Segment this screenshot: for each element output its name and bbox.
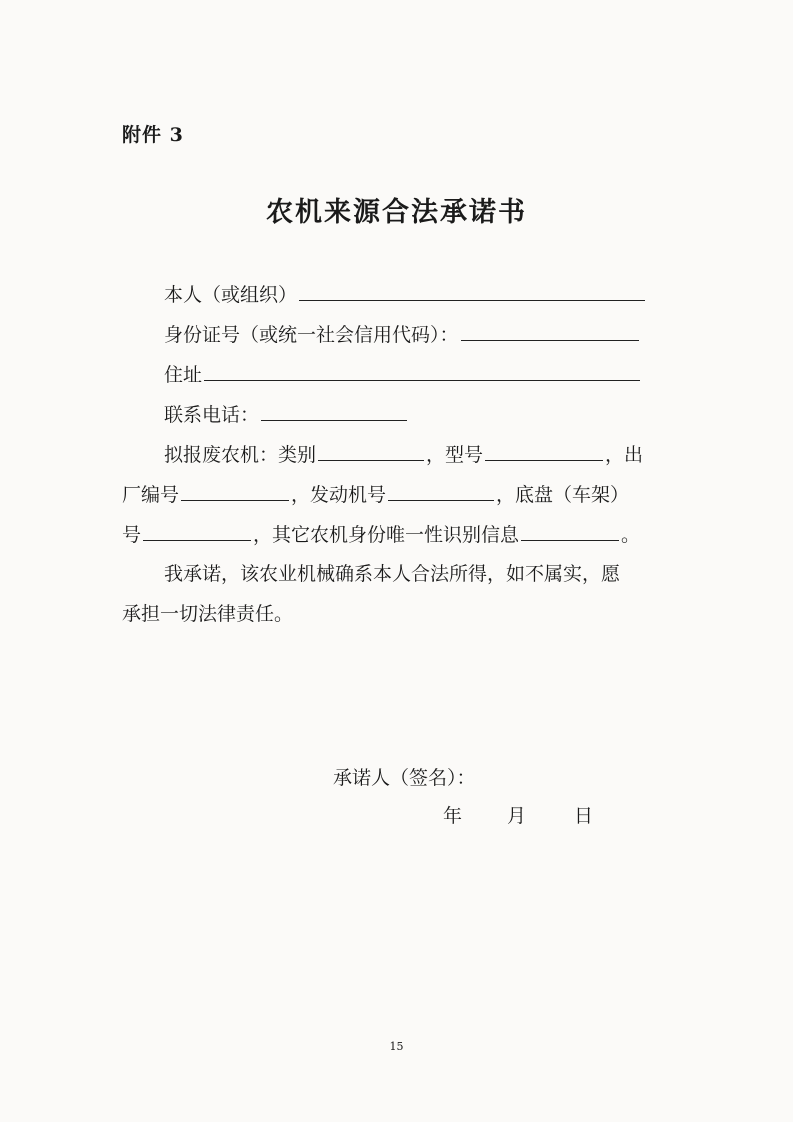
address-field-row (164, 360, 642, 389)
engine-number-blank[interactable] (388, 480, 494, 501)
person-label: 本人（或组织） (164, 284, 298, 306)
scrap-row-1 (164, 440, 643, 469)
engine-number-label: ，发动机号 (291, 484, 387, 506)
signature-label: 承诺人（签名）： (333, 767, 476, 789)
id-label: 身份证号（或统一社会信用代码）： (164, 324, 459, 346)
phone-field-row (164, 400, 409, 429)
page-number: 15 (389, 1040, 404, 1053)
person-blank[interactable] (299, 280, 645, 301)
model-label: ，型号 (426, 444, 484, 466)
address-label: 住址 (164, 364, 203, 386)
factory-tail: ，出 (605, 444, 644, 466)
scrap-row-3 (122, 520, 640, 549)
id-blank[interactable] (461, 320, 639, 341)
category-label: 拟报废农机：类别 (164, 444, 317, 466)
phone-label: 联系电话： (164, 404, 260, 426)
phone-blank[interactable] (261, 400, 407, 421)
id-field-row (164, 320, 641, 349)
chassis-label: ，底盘（车架） (496, 484, 630, 506)
date-month-label: 月 (507, 805, 527, 827)
other-id-label: ，其它农机身份唯一性识别信息 (253, 524, 520, 546)
date-day-label: 日 (574, 805, 594, 827)
address-blank[interactable] (204, 360, 640, 381)
chassis-number-blank[interactable] (143, 520, 251, 541)
category-blank[interactable] (318, 440, 424, 461)
person-field-row (164, 280, 647, 309)
scrap-row-2 (122, 480, 629, 509)
model-blank[interactable] (485, 440, 603, 461)
document-title: 农机来源合法承诺书 (266, 197, 527, 228)
end-mark: 。 (621, 524, 641, 546)
promise-line-1: 我承诺，该农业机械确系本人合法所得，如不属实，愿 (164, 563, 621, 585)
date-year-label: 年 (443, 805, 463, 827)
other-id-blank[interactable] (521, 520, 619, 541)
attachment-label: 附件 3 (122, 124, 184, 146)
promise-line-2: 承担一切法律责任。 (122, 603, 294, 625)
factory-number-blank[interactable] (181, 480, 289, 501)
factory-number-label: 厂编号 (122, 484, 180, 506)
chassis-tail: 号 (122, 524, 142, 546)
